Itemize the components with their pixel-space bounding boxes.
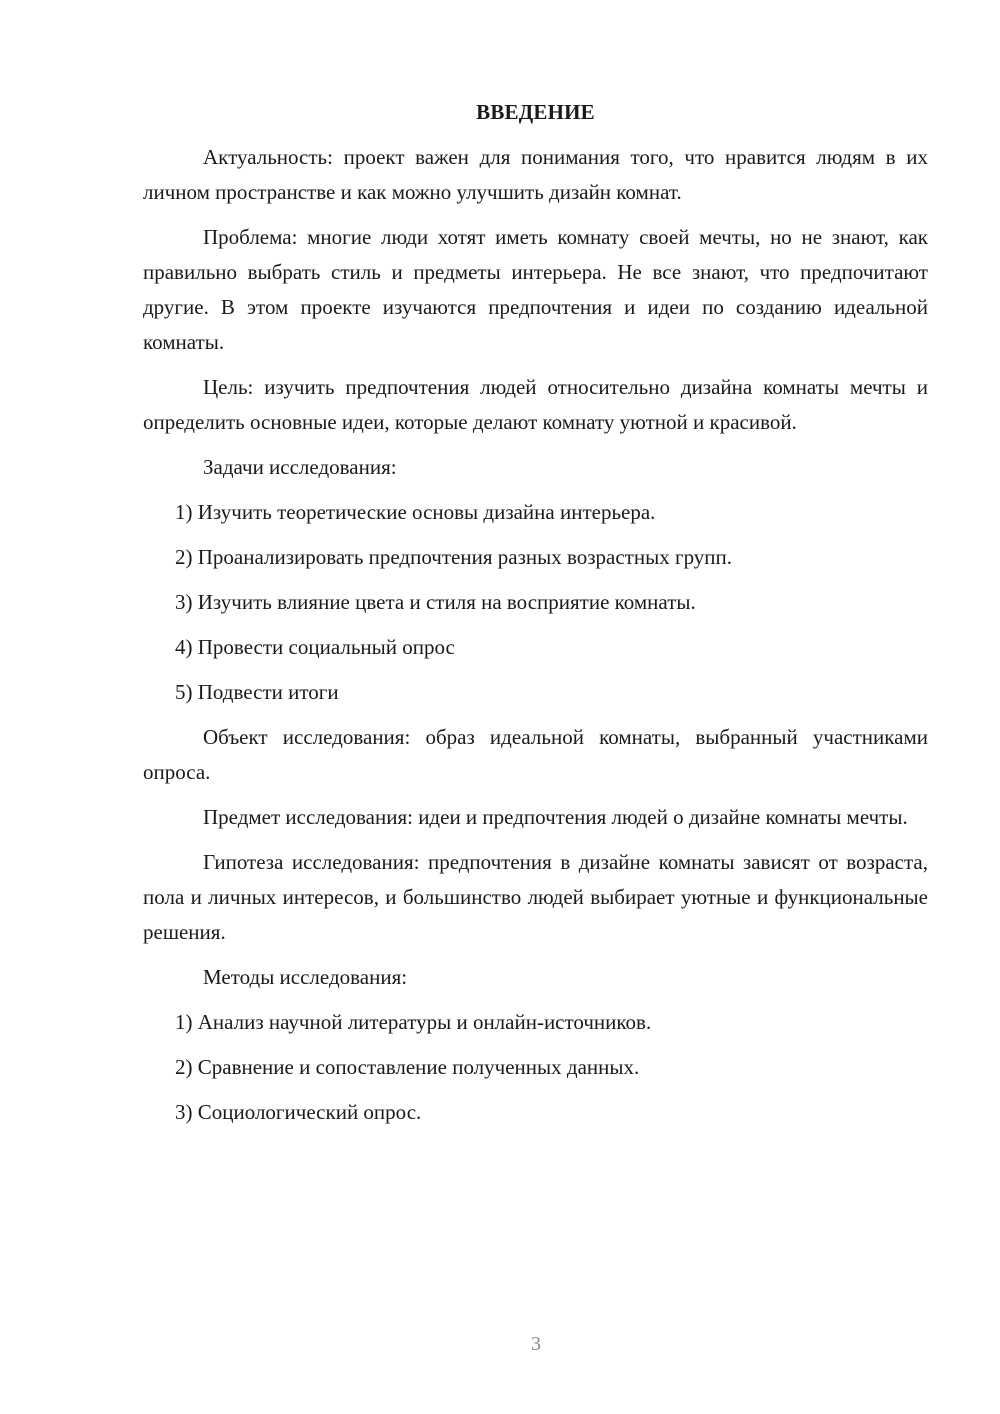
object-paragraph: Объект исследования: образ идеальной комнаты, выбранный участниками опроса. <box>143 725 928 784</box>
method-item-2: 2) Сравнение и сопоставление полученных данных. <box>175 1055 640 1079</box>
methods-heading: Методы исследования: <box>203 965 408 989</box>
task-item-1: 1) Изучить теоретические основы дизайна интерьера. <box>175 500 656 524</box>
task-item-5: 5) Подвести итоги <box>175 680 339 704</box>
relevance-paragraph: Актуальность: проект важен для понимания того, что нравится людям в их личном пространстве и как можно улучшить дизайн комнат. <box>143 145 928 204</box>
page-number: 3 <box>531 1333 541 1355</box>
task-item-4: 4) Провести социальный опрос <box>175 635 455 659</box>
method-item-1: 1) Анализ научной литературы и онлайн-источников. <box>175 1010 652 1034</box>
goal-paragraph: Цель: изучить предпочтения людей относительно дизайна комнаты мечты и определить основные идеи, которые делают комнату уютной и красивой. <box>143 375 928 434</box>
page-content <box>143 96 928 1140</box>
method-item-3: 3) Социологический опрос. <box>175 1100 422 1124</box>
task-item-3: 3) Изучить влияние цвета и стиля на восприятие комнаты. <box>175 590 696 614</box>
problem-paragraph: Проблема: многие люди хотят иметь комнату своей мечты, но не знают, как правильно выбрать стиль и предметы интерьера. Не все знают, что предпочитают другие. В этом проекте изучаются предпочтения и идеи по созданию идеальной комнаты. <box>143 225 928 354</box>
subject-paragraph: Предмет исследования: идеи и предпочтения людей о дизайне комнаты мечты. <box>203 805 908 829</box>
task-item-2: 2) Проанализировать предпочтения разных возрастных групп. <box>175 545 733 569</box>
section-title: ВВЕДЕНИЕ <box>476 100 595 124</box>
hypothesis-paragraph: Гипотеза исследования: предпочтения в дизайне комнаты зависят от возраста, пола и личных интересов, и большинство людей выбирает уютные и функциональные решения. <box>143 850 928 944</box>
tasks-heading: Задачи исследования: <box>203 455 397 479</box>
